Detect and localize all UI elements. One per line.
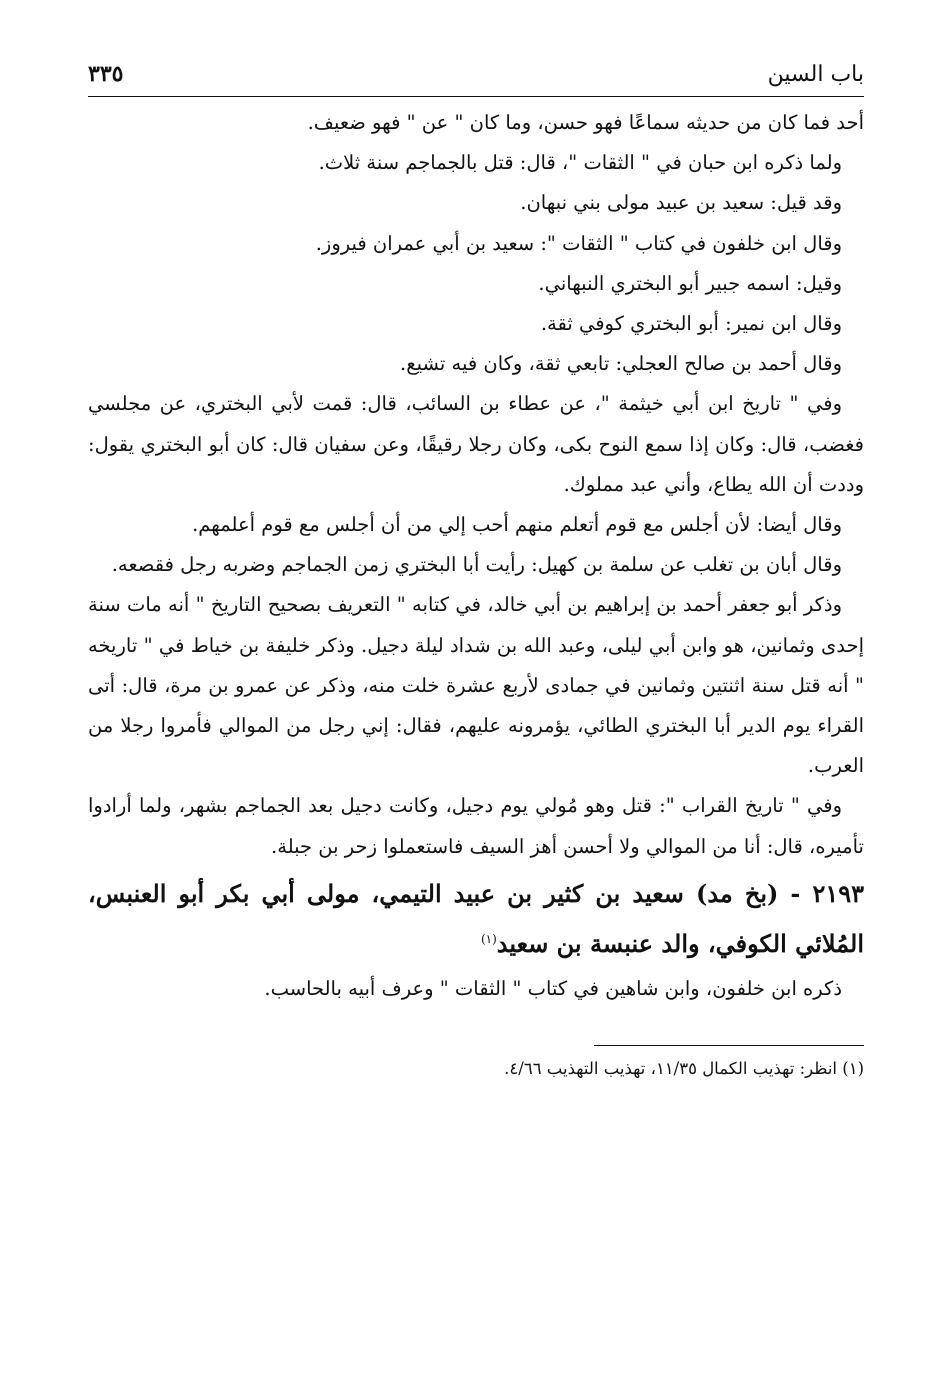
- paragraph: وقال ابن نمير: أبو البختري كوفي ثقة.: [540, 312, 842, 336]
- page-number: ٣٣٥: [88, 61, 124, 87]
- paragraph: وقال أبان بن تغلب عن سلمة بن كهيل: رأيت أبا البختري زمن الجماجم وضربه رجل فقصعه.: [111, 553, 842, 577]
- footnote-rule: [594, 1045, 864, 1046]
- paragraph: أحد فما كان من حديثه سماعًا فهو حسن، وما كان " عن " فهو ضعيف.: [307, 111, 864, 134]
- main-text: [88, 103, 864, 867]
- entry-heading-text: ٢١٩٣ - (بخ مد) سعيد بن كثير بن عبيد التيمي، مولى أبي بكر أبو العنبس، المُلائي الكوفي، والد عنبسة بن سعيد: [88, 878, 864, 958]
- paragraph: ولما ذكره ابن حبان في " الثقات "، قال: قتل بالجماجم سنة ثلاث.: [318, 151, 842, 175]
- footnote: (١) انظر: تهذيب الكمال ١١/٣٥، تهذيب التهذيب ٤/٦٦.: [504, 1058, 864, 1078]
- paragraph: وقد قيل: سعيد بن عبيد مولى بني نبهان.: [520, 191, 842, 215]
- paragraph: وفي " تاريخ القراب ": قتل وهو مُولي يوم دجيل، وكانت دجيل بعد الجماجم بشهر، ولما أرادوا تأميره، قال: أنا من الموالي ولا أحسن أهز السيف فاستعملوا زحر بن جبلة.: [88, 794, 864, 858]
- paragraph: وفي " تاريخ ابن أبي خيثمة "، عن عطاء بن السائب، قال: قمت لأبي البختري، عن مجلسي فغضب، قال: وكان إذا سمع النوح بكى، وكان رجلا رقيقًا، وعن سفيان قال: كان أبو البختري يقول: وددت أن الله يطاع، وأني عبد مملوك.: [88, 392, 864, 496]
- page: [88, 56, 864, 1084]
- entry-heading: [88, 869, 864, 969]
- paragraph: وقيل: اسمه جبير أبو البختري النبهاني.: [538, 271, 842, 295]
- footnote-marker: (١): [480, 931, 497, 946]
- paragraph: وقال أيضا: لأن أجلس مع قوم أتعلم منهم أحب إلي من أن أجلس مع قوم أعلمهم.: [192, 513, 842, 537]
- entry-body: ذكره ابن خلفون، وابن شاهين في كتاب " الثقات " وعرف أبيه بالحاسب.: [264, 976, 842, 1000]
- paragraph: وقال أحمد بن صالح العجلي: تابعي ثقة، وكان فيه تشيع.: [400, 352, 842, 376]
- paragraph: وذكر أبو جعفر أحمد بن إبراهيم بن أبي خالد، في كتابه " التعريف بصحيح التاريخ " أنه مات سنة إحدى وثمانين، هو وابن أبي ليلى، وعبد الله بن شداد ليلة دجيل. وذكر خليفة بن خياط في " تاريخه " أنه قتل سنة اثنتين وثمانين في جمادى لأربع عشرة خلت منه، وذكر عن عمرو بن مرة، قال: أتى القراء يوم الدير أبا البختري الطائي، يؤمرونه عليهم، فقال: إني رجل من الموالي فأمروا رجلا من العرب.: [88, 593, 864, 778]
- running-header: [88, 56, 864, 92]
- header-rule: [88, 96, 864, 97]
- paragraph: وقال ابن خلفون في كتاب " الثقات ": سعيد بن أبي عمران فيروز.: [315, 231, 842, 255]
- section-title: باب السين: [767, 62, 864, 87]
